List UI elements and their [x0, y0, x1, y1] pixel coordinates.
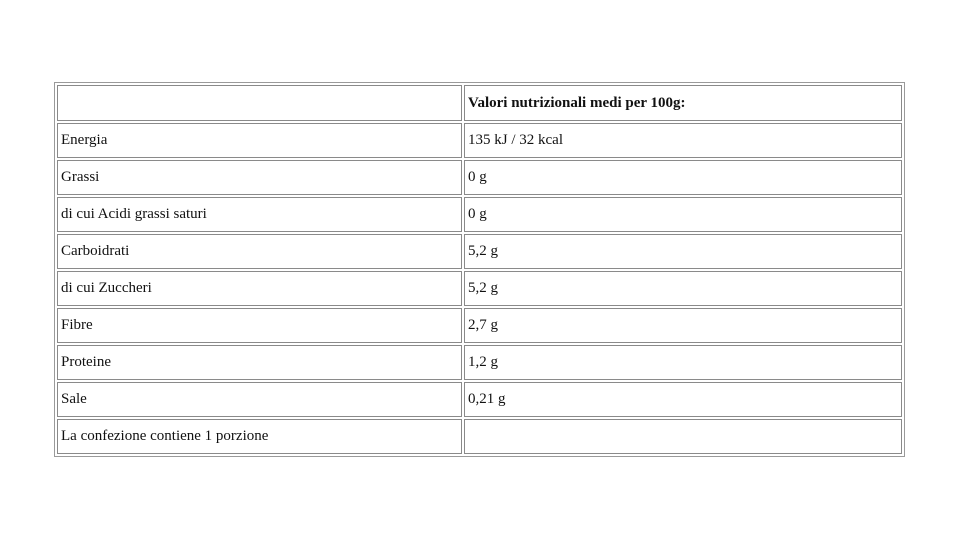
row-label: di cui Acidi grassi saturi	[57, 197, 462, 232]
table-row-fibre	[57, 308, 902, 343]
header-value-cell: Valori nutrizionali medi per 100g:	[464, 85, 902, 121]
row-label: Proteine	[57, 345, 462, 380]
table-row-carboidrati	[57, 234, 902, 269]
row-value	[464, 419, 902, 454]
nutrition-table	[54, 82, 905, 457]
row-label: Sale	[57, 382, 462, 417]
row-value: 135 kJ / 32 kcal	[464, 123, 902, 158]
header-label-cell	[57, 85, 462, 121]
row-value: 1,2 g	[464, 345, 902, 380]
table-row-grassi	[57, 160, 902, 195]
row-label: di cui Zuccheri	[57, 271, 462, 306]
table-row-proteine	[57, 345, 902, 380]
table-header-row	[57, 85, 902, 121]
table-row-energia	[57, 123, 902, 158]
nutrition-table-body	[57, 85, 902, 454]
row-label: Grassi	[57, 160, 462, 195]
row-value: 5,2 g	[464, 271, 902, 306]
row-value: 2,7 g	[464, 308, 902, 343]
row-value: 0 g	[464, 160, 902, 195]
row-label: Fibre	[57, 308, 462, 343]
row-label: Energia	[57, 123, 462, 158]
row-label: La confezione contiene 1 porzione	[57, 419, 462, 454]
table-row-sale	[57, 382, 902, 417]
table-row-zuccheri	[57, 271, 902, 306]
row-value: 5,2 g	[464, 234, 902, 269]
row-label: Carboidrati	[57, 234, 462, 269]
row-value: 0 g	[464, 197, 902, 232]
table-row-porzione	[57, 419, 902, 454]
table-row-acidi-grassi-saturi	[57, 197, 902, 232]
row-value: 0,21 g	[464, 382, 902, 417]
